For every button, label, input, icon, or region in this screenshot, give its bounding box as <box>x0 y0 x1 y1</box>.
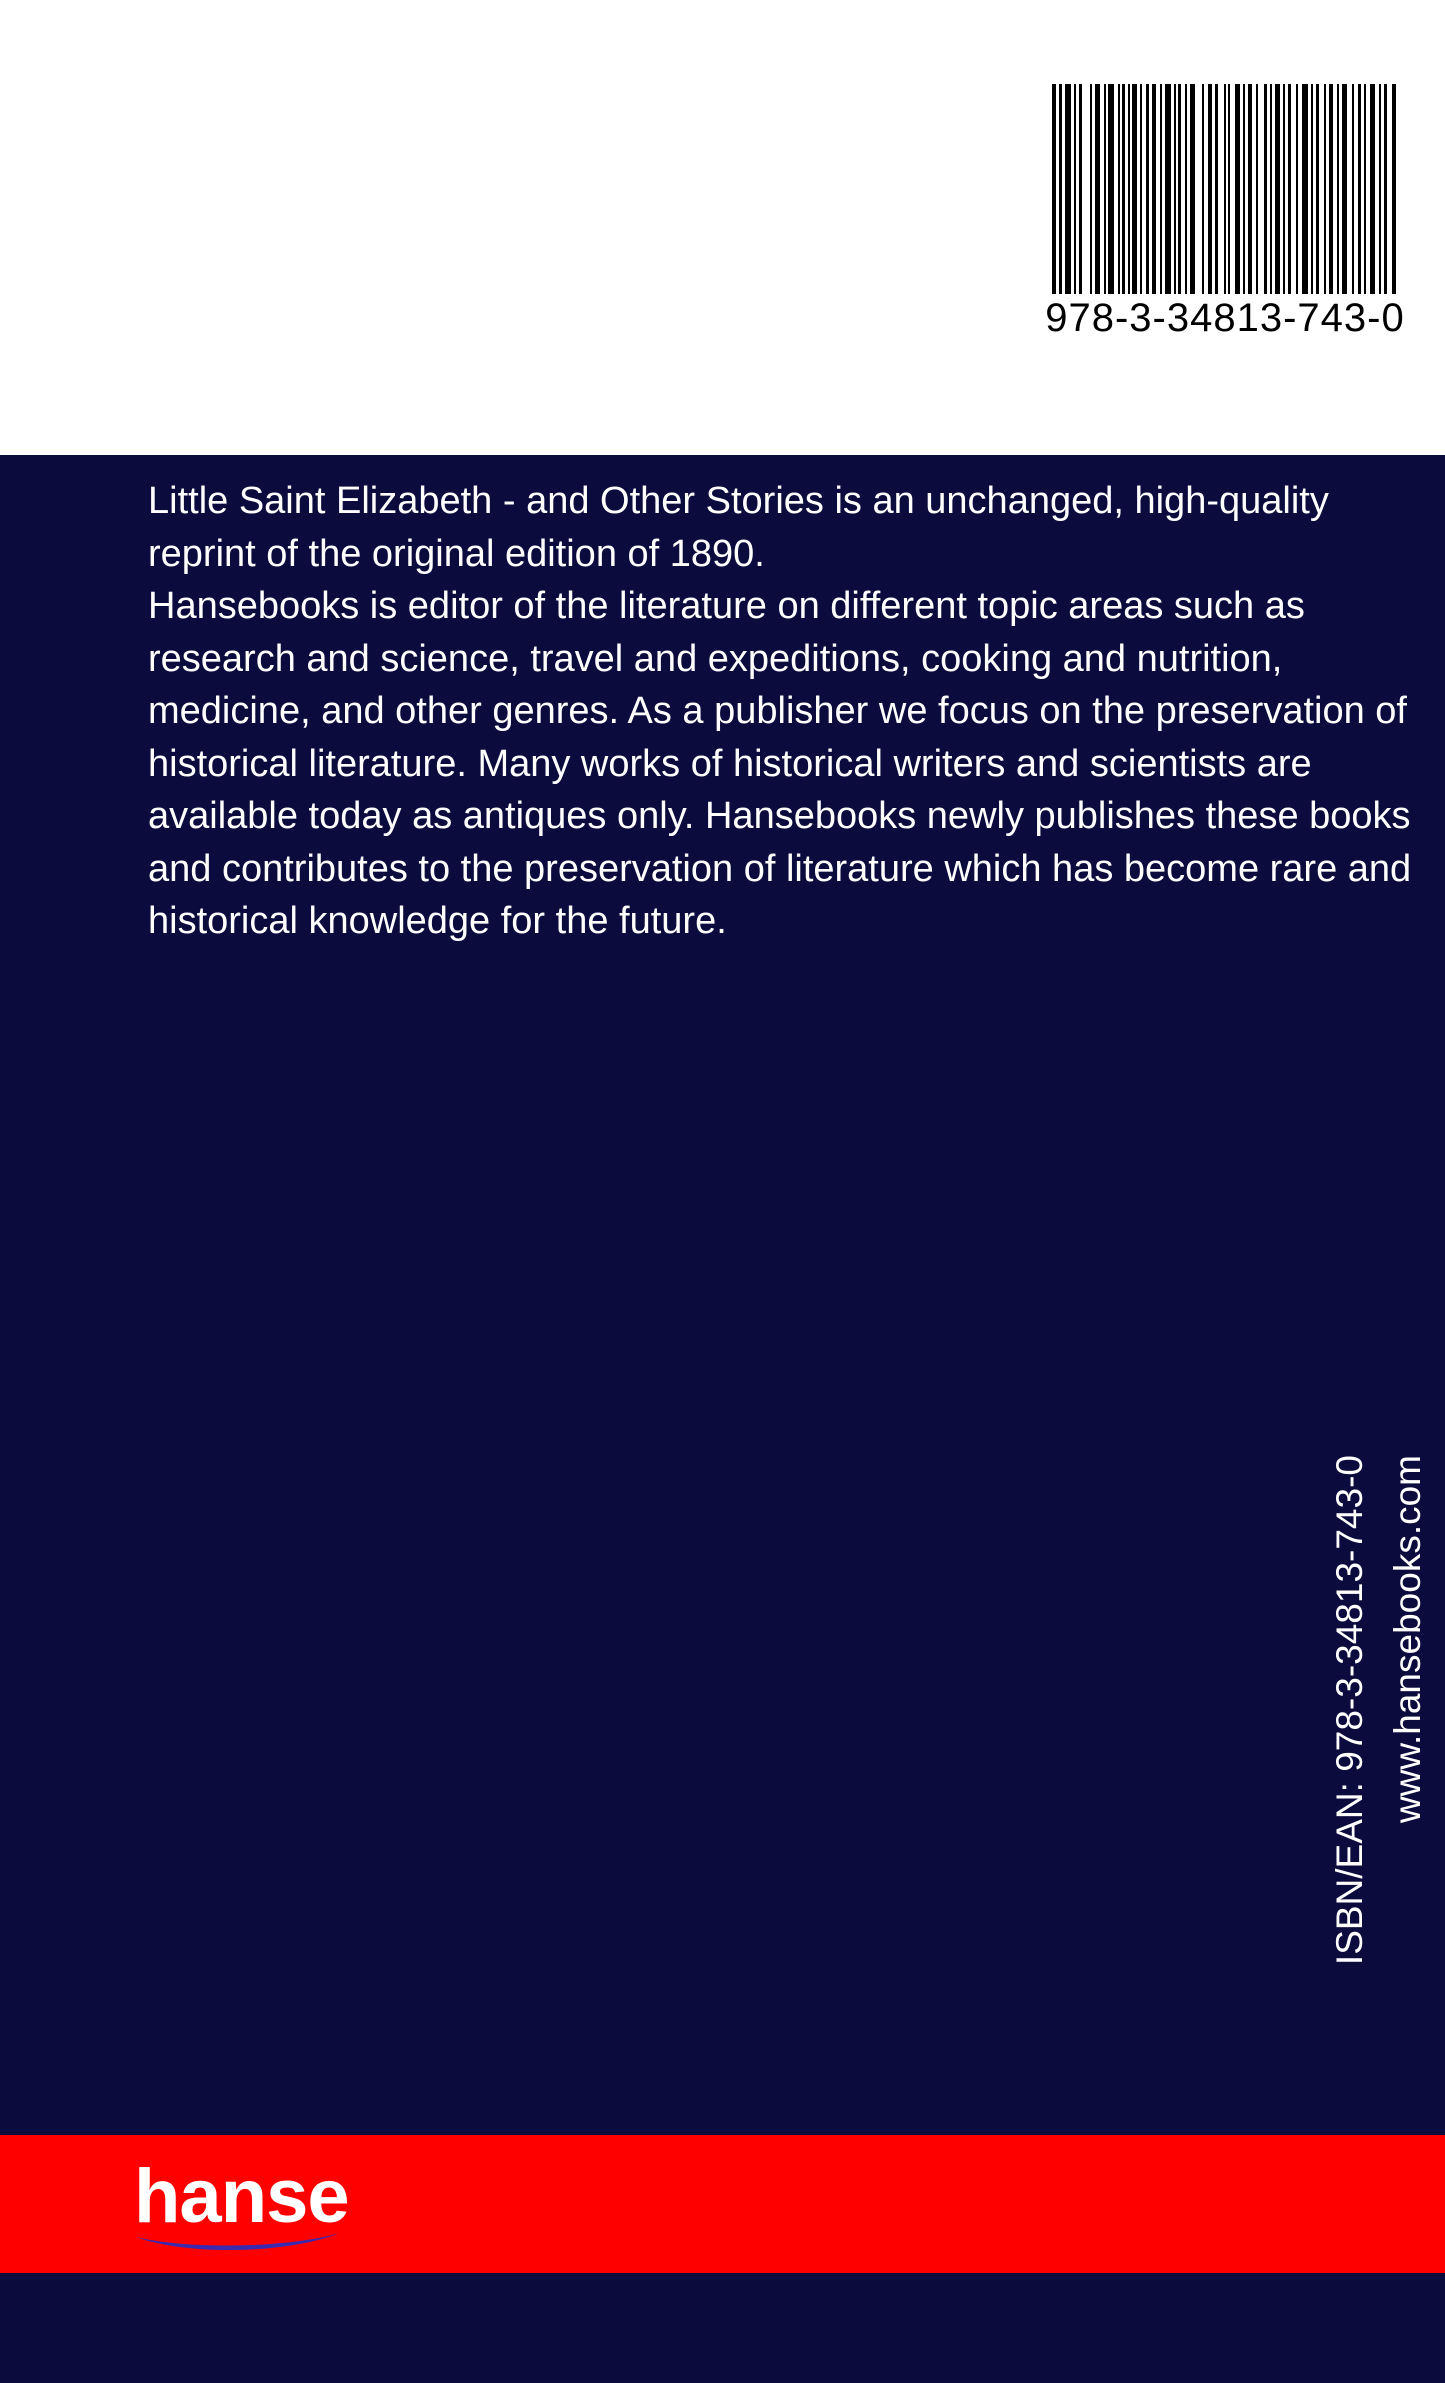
vertical-publisher-info <box>1322 1455 1442 2025</box>
hanse-logo-text: hanse <box>134 2154 349 2239</box>
description-paragraph-publisher: Hansebooks is editor of the literature on different topic areas such as research and science, travel and expeditions, cooking and nutrition, medicine, and other genres. As a publisher we focus on the preservation of historical literature. Many works of historical writers and scientists are available today as antiques only. Hansebooks newly publishes these books and contributes to the preservation of literature which has become rare and historical knowledge for the future. <box>148 585 1412 942</box>
barcode <box>1040 80 1410 350</box>
bottom-strip <box>0 2273 1445 2383</box>
publisher-band <box>0 2135 1445 2273</box>
publisher-website: www.hansebooks.com <box>1387 1455 1428 1824</box>
description-paragraph-reprint: Little Saint Elizabeth - and Other Stories is an unchanged, high-quality reprint of the original edition of 1890. <box>148 480 1329 575</box>
barcode-number: 978-3-34813-743-0 <box>1045 296 1405 340</box>
back-cover-body <box>0 455 1445 2135</box>
isbn-ean-label: ISBN/EAN: 978-3-34813-743-0 <box>1329 1455 1370 1966</box>
barcode-panel <box>0 0 1445 455</box>
logo-swoosh-icon <box>134 2227 344 2255</box>
barcode-bars <box>1052 84 1398 294</box>
hanse-logo <box>134 2154 349 2257</box>
book-description <box>148 475 1418 948</box>
